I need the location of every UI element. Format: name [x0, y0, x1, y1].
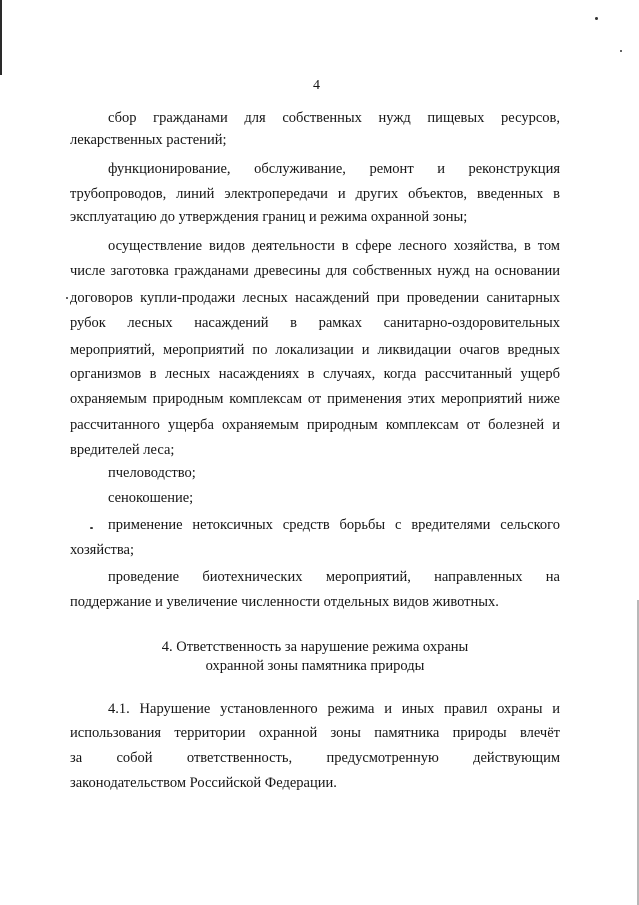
scan-edge-left	[0, 0, 2, 75]
paragraph-line: рубок лесных насаждений в рамках санитарно-оздоровительных	[70, 315, 560, 331]
scan-speck	[66, 297, 68, 299]
paragraph-line: эксплуатацию до утверждения границ и режима охранной зоны;	[70, 209, 468, 225]
scan-speck	[595, 17, 598, 20]
scan-speck	[90, 527, 93, 529]
paragraph-line: мероприятий, мероприятий по локализации и ликвидации очагов вредных	[70, 342, 560, 358]
scan-speck	[620, 50, 622, 52]
paragraph-line: охраняемым природным комплексам от применения этих мероприятий ниже	[70, 391, 560, 407]
paragraph-line: использования территории охранной зоны памятника природы влечёт	[70, 725, 560, 741]
section-heading-line2: охранной зоны памятника природы	[205, 658, 425, 674]
paragraph-line: осуществление видов деятельности в сфере лесного хозяйства, в том	[108, 238, 560, 254]
paragraph-line: сбор гражданами для собственных нужд пищевых ресурсов,	[108, 110, 560, 126]
section-heading-line1: 4. Ответственность за нарушение режима охраны	[161, 639, 469, 655]
paragraph-line: хозяйства;	[70, 542, 134, 558]
paragraph-line: пчеловодство;	[108, 465, 196, 481]
paragraph-line: числе заготовка гражданами древесины для собственных нужд на основании	[70, 263, 560, 279]
paragraph-line: законодательством Российской Федерации.	[70, 775, 337, 791]
paragraph-line: сенокошение;	[108, 490, 194, 506]
paragraph-line: вредителей леса;	[70, 442, 175, 458]
paragraph-line: трубопроводов, линий электропередачи и других объектов, введенных в	[70, 186, 560, 202]
paragraph-line: рассчитанного ущерба охраняемым природным комплексам от болезней и	[70, 417, 560, 433]
paragraph-line: поддержание и увеличение численности отдельных видов животных.	[70, 594, 499, 610]
paragraph-line: организмов в лесных насаждениях в случаях, когда рассчитанный ущерб	[70, 366, 560, 382]
paragraph-line: применение нетоксичных средств борьбы с вредителями сельского	[108, 517, 560, 533]
page-number: 4	[313, 78, 320, 93]
paragraph-line: лекарственных растений;	[70, 132, 227, 148]
paragraph-line: 4.1. Нарушение установленного режима и иных правил охраны и	[108, 701, 560, 717]
paragraph-line: функционирование, обслуживание, ремонт и реконструкция	[108, 161, 560, 177]
paragraph-line: проведение биотехнических мероприятий, направленных на	[108, 569, 560, 585]
paragraph-line: за собой ответственность, предусмотренную действующим	[70, 750, 560, 766]
paragraph-line: договоров купли-продажи лесных насаждений при проведении санитарных	[70, 290, 560, 306]
